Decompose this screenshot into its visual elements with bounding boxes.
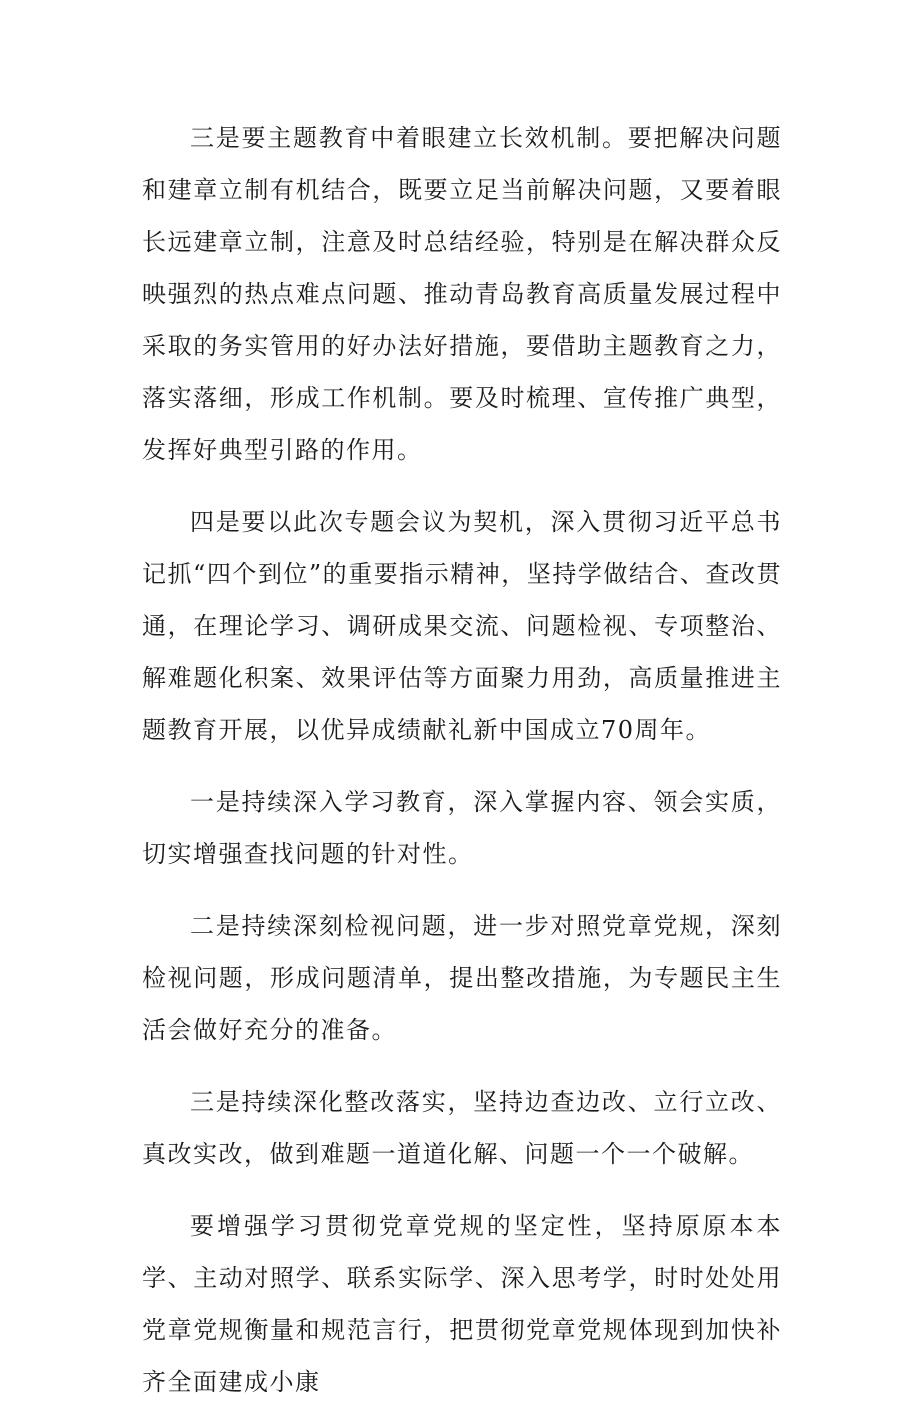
document-body [142, 112, 782, 1428]
paragraph-inspect-problems: 二是持续深刻检视问题，进一步对照党章党规，深刻检视问题，形成问题清单，提出整改措施，为专题民主生活会做好充分的准备。 [142, 912, 782, 1044]
paragraph-special-meeting: 四是要以此次专题会议为契机，深入贯彻习近平总书记抓“四个到位”的重要指示精神，坚持学做结合、查改贯通，在理论学习、调研成果交流、问题检视、专项整治、解难题化积案、效果评估等方面聚力用劲，高质量推进主题教育开展，以优异成绩献礼新中国成立70周年。 [142, 508, 782, 744]
paragraph-long-term-mechanism: 三是要主题教育中着眼建立长效机制。要把解决问题和建章立制有机结合，既要立足当前解决问题，又要着眼长远建章立制，注意及时总结经验，特别是在解决群众反映强烈的热点难点问题、推动青岛教育高质量发展过程中采取的务实管用的好办法好措施，要借助主题教育之力，落实落细，形成工作机制。要及时梳理、宣传推广典型，发挥好典型引路的作用。 [142, 124, 782, 464]
paragraph-rectification: 三是持续深化整改落实，坚持边查边改、立行立改、真改实改，做到难题一道道化解、问题一个一个破解。 [142, 1088, 782, 1168]
paragraph-study-education: 一是持续深入学习教育，深入掌握内容、领会实质，切实增强查找问题的针对性。 [142, 788, 782, 868]
paragraph-party-constitution: 要增强学习贯彻党章党规的坚定性，坚持原原本本学、主动对照学、联系实际学、深入思考学，时时处处用党章党规衡量和规范言行，把贯彻党章党规体现到加快补齐全面建成小康 [142, 1212, 782, 1396]
